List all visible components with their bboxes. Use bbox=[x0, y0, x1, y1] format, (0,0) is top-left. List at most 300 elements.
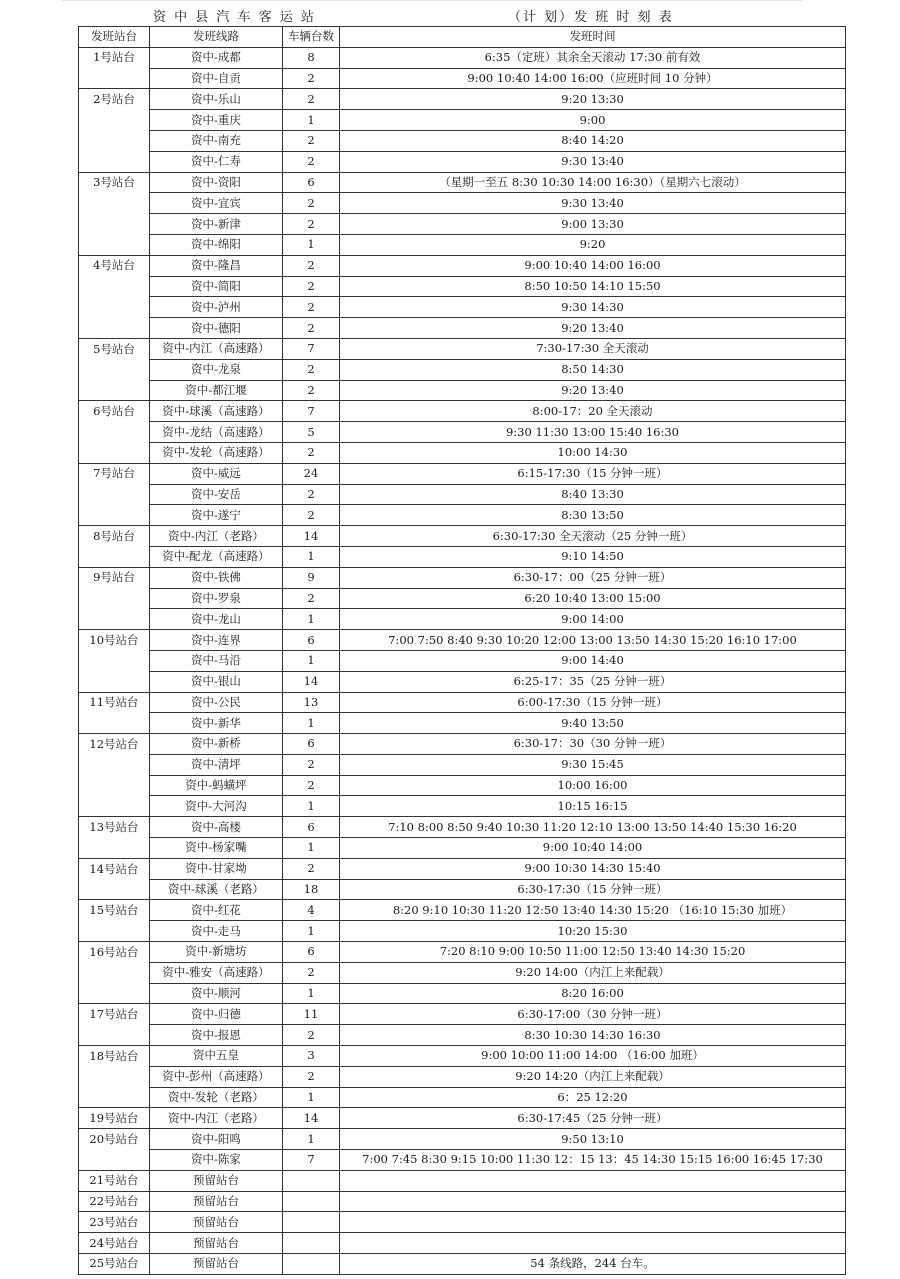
route-cell: 资中-重庆 bbox=[150, 110, 283, 131]
departure-time-cell: 9:20 13:30 bbox=[340, 89, 846, 110]
table-row bbox=[79, 318, 846, 339]
vehicle-count-cell: 2 bbox=[283, 130, 340, 151]
route-cell: 资中-南充 bbox=[150, 130, 283, 151]
table-row bbox=[79, 297, 846, 318]
table-row bbox=[79, 172, 846, 193]
vehicle-count-cell: 6 bbox=[283, 942, 340, 963]
table-header-row bbox=[79, 27, 846, 48]
departure-time-cell: 6:30-17：30（30 分钟一班） bbox=[340, 734, 846, 755]
station-cell bbox=[79, 650, 150, 671]
vehicle-count-cell: 7 bbox=[283, 338, 340, 359]
station-cell: 22号站台 bbox=[79, 1191, 150, 1212]
column-header-vehicle-count: 车辆台数 bbox=[283, 27, 340, 48]
station-cell: 17号站台 bbox=[79, 1004, 150, 1025]
station-cell bbox=[79, 546, 150, 567]
station-cell: 10号站台 bbox=[79, 630, 150, 651]
table-row bbox=[79, 838, 846, 859]
station-cell bbox=[79, 234, 150, 255]
table-row bbox=[79, 734, 846, 755]
station-cell bbox=[79, 276, 150, 297]
station-cell: 16号站台 bbox=[79, 942, 150, 963]
departure-time-cell: 6:30-17:00（30 分钟一班） bbox=[340, 1004, 846, 1025]
table-row bbox=[79, 1191, 846, 1212]
vehicle-count-cell: 2 bbox=[283, 214, 340, 235]
departure-time-cell: 9:30 15:45 bbox=[340, 754, 846, 775]
route-cell: 资中-高楼 bbox=[150, 817, 283, 838]
station-cell bbox=[79, 713, 150, 734]
table-row bbox=[79, 422, 846, 443]
table-body bbox=[79, 47, 846, 1274]
departure-time-cell: 8:20 9:10 10:30 11:20 12:50 13:40 14:30 15:20 （16:10 15:30 加班） bbox=[340, 900, 846, 921]
table-row bbox=[79, 68, 846, 89]
departure-time-cell bbox=[340, 1233, 846, 1254]
route-cell: 资中-内江（高速路） bbox=[150, 338, 283, 359]
vehicle-count-cell: 9 bbox=[283, 567, 340, 588]
route-cell: 资中-甘家坳 bbox=[150, 858, 283, 879]
departure-time-cell: 9:20 14:20（内江上来配载） bbox=[340, 1066, 846, 1087]
route-cell: 资中-大河沟 bbox=[150, 796, 283, 817]
vehicle-count-cell: 1 bbox=[283, 110, 340, 131]
departure-time-cell: 7:20 8:10 9:00 10:50 11:00 12:50 13:40 14:30 15:20 bbox=[340, 942, 846, 963]
vehicle-count-cell: 2 bbox=[283, 359, 340, 380]
table-row bbox=[79, 505, 846, 526]
vehicle-count-cell bbox=[283, 1170, 340, 1191]
route-cell: 资中-走马 bbox=[150, 921, 283, 942]
station-cell bbox=[79, 484, 150, 505]
departure-time-cell: 6:30-17：00（25 分钟一班） bbox=[340, 567, 846, 588]
route-cell: 资中-连界 bbox=[150, 630, 283, 651]
table-row bbox=[79, 775, 846, 796]
table-row bbox=[79, 1046, 846, 1067]
station-cell bbox=[79, 921, 150, 942]
route-cell: 资中-龙泉 bbox=[150, 359, 283, 380]
vehicle-count-cell: 14 bbox=[283, 1108, 340, 1129]
departure-time-cell: 9:00 13:30 bbox=[340, 214, 846, 235]
station-cell bbox=[79, 671, 150, 692]
route-cell: 资中-宜宾 bbox=[150, 193, 283, 214]
table-row bbox=[79, 713, 846, 734]
table-row bbox=[79, 1254, 846, 1275]
departure-time-cell: 7:00 7:45 8:30 9:15 10:00 11:30 12：15 13：45 14:30 15:15 16:00 16:45 17:30 bbox=[340, 1150, 846, 1171]
vehicle-count-cell: 18 bbox=[283, 879, 340, 900]
station-cell: 7号站台 bbox=[79, 463, 150, 484]
table-row bbox=[79, 89, 846, 110]
table-row bbox=[79, 1233, 846, 1254]
vehicle-count-cell: 2 bbox=[283, 68, 340, 89]
route-cell: 资中-自贡 bbox=[150, 68, 283, 89]
table-row bbox=[79, 401, 846, 422]
departure-time-cell bbox=[340, 1212, 846, 1233]
table-row bbox=[79, 1170, 846, 1191]
station-cell bbox=[79, 442, 150, 463]
table-row bbox=[79, 796, 846, 817]
route-cell: 资中-阳鸣 bbox=[150, 1129, 283, 1150]
table-row bbox=[79, 546, 846, 567]
table-row bbox=[79, 671, 846, 692]
departure-time-cell: 8:50 10:50 14:10 15:50 bbox=[340, 276, 846, 297]
route-cell: 资中-银山 bbox=[150, 671, 283, 692]
table-row bbox=[79, 1129, 846, 1150]
table-row bbox=[79, 962, 846, 983]
vehicle-count-cell: 2 bbox=[283, 962, 340, 983]
route-cell: 资中-资阳 bbox=[150, 172, 283, 193]
station-cell: 19号站台 bbox=[79, 1108, 150, 1129]
vehicle-count-cell: 2 bbox=[283, 380, 340, 401]
route-cell: 资中-泸州 bbox=[150, 297, 283, 318]
route-cell: 资中-威远 bbox=[150, 463, 283, 484]
route-cell: 资中-内江（老路） bbox=[150, 1108, 283, 1129]
station-cell: 23号站台 bbox=[79, 1212, 150, 1233]
table-row bbox=[79, 879, 846, 900]
departure-time-cell: 9:20 bbox=[340, 234, 846, 255]
table-row bbox=[79, 567, 846, 588]
station-cell bbox=[79, 1025, 150, 1046]
route-cell: 资中-报恩 bbox=[150, 1025, 283, 1046]
route-cell: 资中-隆昌 bbox=[150, 255, 283, 276]
route-cell: 资中-龙结（高速路） bbox=[150, 422, 283, 443]
table-row bbox=[79, 650, 846, 671]
station-cell bbox=[79, 151, 150, 172]
station-cell bbox=[79, 422, 150, 443]
vehicle-count-cell bbox=[283, 1191, 340, 1212]
station-cell: 6号站台 bbox=[79, 401, 150, 422]
departure-time-cell: 8:40 14:20 bbox=[340, 130, 846, 151]
departure-time-cell: 9:30 14:30 bbox=[340, 297, 846, 318]
departure-time-cell: 6:15-17:30（15 分钟一班） bbox=[340, 463, 846, 484]
table-row bbox=[79, 214, 846, 235]
departure-time-cell: 7:10 8:00 8:50 9:40 10:30 11:20 12:10 13:00 13:50 14:40 15:30 16:20 bbox=[340, 817, 846, 838]
route-cell: 资中-发轮（高速路） bbox=[150, 442, 283, 463]
vehicle-count-cell: 1 bbox=[283, 609, 340, 630]
departure-time-cell: 10:20 15:30 bbox=[340, 921, 846, 942]
vehicle-count-cell: 2 bbox=[283, 297, 340, 318]
column-header-departure-time: 发班时间 bbox=[340, 27, 846, 48]
vehicle-count-cell: 5 bbox=[283, 422, 340, 443]
vehicle-count-cell: 2 bbox=[283, 775, 340, 796]
departure-time-cell: 9:50 13:10 bbox=[340, 1129, 846, 1150]
table-row bbox=[79, 380, 846, 401]
departure-time-cell: 6:20 10:40 13:00 15:00 bbox=[340, 588, 846, 609]
route-cell: 资中-新塘坊 bbox=[150, 942, 283, 963]
route-cell: 资中-绵阳 bbox=[150, 234, 283, 255]
departure-time-cell: 9:00 10:00 11:00 14:00 （16:00 加班） bbox=[340, 1046, 846, 1067]
departure-time-cell: 8:00-17：20 全天滚动 bbox=[340, 401, 846, 422]
table-row bbox=[79, 151, 846, 172]
table-row bbox=[79, 630, 846, 651]
table-row bbox=[79, 463, 846, 484]
vehicle-count-cell: 2 bbox=[283, 754, 340, 775]
station-cell: 9号站台 bbox=[79, 567, 150, 588]
station-cell bbox=[79, 359, 150, 380]
vehicle-count-cell: 1 bbox=[283, 234, 340, 255]
table-row bbox=[79, 442, 846, 463]
vehicle-count-cell bbox=[283, 1233, 340, 1254]
table-row bbox=[79, 276, 846, 297]
departure-time-cell: 6:00-17:30（15 分钟一班） bbox=[340, 692, 846, 713]
route-cell: 资中-归德 bbox=[150, 1004, 283, 1025]
departure-time-cell: 9:20 13:40 bbox=[340, 318, 846, 339]
route-cell: 预留站台 bbox=[150, 1191, 283, 1212]
route-cell: 资中五皇 bbox=[150, 1046, 283, 1067]
table-row bbox=[79, 234, 846, 255]
station-cell bbox=[79, 130, 150, 151]
column-header-route: 发班线路 bbox=[150, 27, 283, 48]
vehicle-count-cell: 3 bbox=[283, 1046, 340, 1067]
route-cell: 预留站台 bbox=[150, 1254, 283, 1275]
table-row bbox=[79, 983, 846, 1004]
departure-time-cell: 9:30 13:40 bbox=[340, 151, 846, 172]
vehicle-count-cell: 2 bbox=[283, 193, 340, 214]
table-row bbox=[79, 1004, 846, 1025]
station-cell bbox=[79, 838, 150, 859]
vehicle-count-cell: 1 bbox=[283, 838, 340, 859]
table-row bbox=[79, 858, 846, 879]
departure-time-cell bbox=[340, 1170, 846, 1191]
table-row bbox=[79, 526, 846, 547]
departure-time-cell: 8:40 13:30 bbox=[340, 484, 846, 505]
departure-time-cell: 9:00 10:30 14:30 15:40 bbox=[340, 858, 846, 879]
station-cell bbox=[79, 505, 150, 526]
departure-time-cell: 10:00 14:30 bbox=[340, 442, 846, 463]
station-cell bbox=[79, 1066, 150, 1087]
table-row bbox=[79, 484, 846, 505]
route-cell: 资中-彭州（高速路） bbox=[150, 1066, 283, 1087]
table-row bbox=[79, 130, 846, 151]
station-cell bbox=[79, 962, 150, 983]
station-cell bbox=[79, 983, 150, 1004]
station-cell: 3号站台 bbox=[79, 172, 150, 193]
vehicle-count-cell: 2 bbox=[283, 858, 340, 879]
departure-time-cell: 9:20 14:00（内江上来配载） bbox=[340, 962, 846, 983]
station-cell bbox=[79, 68, 150, 89]
table-row bbox=[79, 110, 846, 131]
departure-time-cell: 8:30 10:30 14:30 16:30 bbox=[340, 1025, 846, 1046]
station-cell: 8号站台 bbox=[79, 526, 150, 547]
departure-time-cell: 9:20 13:40 bbox=[340, 380, 846, 401]
table-row bbox=[79, 588, 846, 609]
station-cell: 1号站台 bbox=[79, 47, 150, 68]
departure-time-cell: 9:10 14:50 bbox=[340, 546, 846, 567]
vehicle-count-cell: 1 bbox=[283, 796, 340, 817]
station-cell bbox=[79, 1150, 150, 1171]
vehicle-count-cell: 2 bbox=[283, 1066, 340, 1087]
station-cell bbox=[79, 214, 150, 235]
station-cell bbox=[79, 193, 150, 214]
table-row bbox=[79, 900, 846, 921]
station-cell bbox=[79, 879, 150, 900]
vehicle-count-cell: 2 bbox=[283, 505, 340, 526]
departure-time-cell: 9:00 bbox=[340, 110, 846, 131]
route-cell: 资中-成都 bbox=[150, 47, 283, 68]
station-cell bbox=[79, 1087, 150, 1108]
departure-time-cell: 6:30-17:30 全天滚动（25 分钟一班） bbox=[340, 526, 846, 547]
table-row bbox=[79, 1025, 846, 1046]
vehicle-count-cell: 6 bbox=[283, 172, 340, 193]
table-row bbox=[79, 609, 846, 630]
vehicle-count-cell: 6 bbox=[283, 734, 340, 755]
station-cell bbox=[79, 588, 150, 609]
route-cell: 资中-乐山 bbox=[150, 89, 283, 110]
route-cell: 资中-球溪（老路） bbox=[150, 879, 283, 900]
station-cell: 25号站台 bbox=[79, 1254, 150, 1275]
table-row bbox=[79, 1087, 846, 1108]
route-cell: 资中-顺河 bbox=[150, 983, 283, 1004]
table-row bbox=[79, 692, 846, 713]
route-cell: 资中-遂宁 bbox=[150, 505, 283, 526]
station-cell bbox=[79, 775, 150, 796]
station-cell: 5号站台 bbox=[79, 338, 150, 359]
departure-time-cell: 6:30-17:45（25 分钟一班） bbox=[340, 1108, 846, 1129]
departure-time-cell: 7:00 7:50 8:40 9:30 10:20 12:00 13:00 13:50 14:30 15:20 16:10 17:00 bbox=[340, 630, 846, 651]
table-row bbox=[79, 255, 846, 276]
route-cell: 资中-清坪 bbox=[150, 754, 283, 775]
departure-time-cell: 8:20 16:00 bbox=[340, 983, 846, 1004]
station-cell: 11号站台 bbox=[79, 692, 150, 713]
route-cell: 资中-雅安（高速路） bbox=[150, 962, 283, 983]
station-cell: 20号站台 bbox=[79, 1129, 150, 1150]
vehicle-count-cell: 2 bbox=[283, 151, 340, 172]
departure-time-cell: 9:00 10:40 14:00 16:00（应班时间 10 分钟） bbox=[340, 68, 846, 89]
table-row bbox=[79, 47, 846, 68]
vehicle-count-cell: 2 bbox=[283, 588, 340, 609]
table-row bbox=[79, 1212, 846, 1233]
route-cell: 资中-陈家 bbox=[150, 1150, 283, 1171]
route-cell: 资中-仁寿 bbox=[150, 151, 283, 172]
vehicle-count-cell: 24 bbox=[283, 463, 340, 484]
departure-time-cell: 8:30 13:50 bbox=[340, 505, 846, 526]
vehicle-count-cell: 7 bbox=[283, 401, 340, 422]
vehicle-count-cell: 2 bbox=[283, 255, 340, 276]
vehicle-count-cell: 1 bbox=[283, 983, 340, 1004]
route-cell: 资中-新桥 bbox=[150, 734, 283, 755]
vehicle-count-cell: 1 bbox=[283, 713, 340, 734]
route-cell: 资中-蚂蟥坪 bbox=[150, 775, 283, 796]
route-cell: 资中-安岳 bbox=[150, 484, 283, 505]
table-row bbox=[79, 359, 846, 380]
route-cell: 资中-简阳 bbox=[150, 276, 283, 297]
route-cell: 资中-都江堰 bbox=[150, 380, 283, 401]
departure-time-cell: 9:00 14:00 bbox=[340, 609, 846, 630]
vehicle-count-cell: 14 bbox=[283, 671, 340, 692]
station-cell bbox=[79, 796, 150, 817]
vehicle-count-cell: 7 bbox=[283, 1150, 340, 1171]
station-cell: 2号站台 bbox=[79, 89, 150, 110]
departure-time-cell: 6:30-17:30（15 分钟一班） bbox=[340, 879, 846, 900]
departure-time-cell: 6:25-17：35（25 分钟一班） bbox=[340, 671, 846, 692]
vehicle-count-cell: 6 bbox=[283, 817, 340, 838]
vehicle-count-cell: 6 bbox=[283, 630, 340, 651]
vehicle-count-cell: 2 bbox=[283, 442, 340, 463]
vehicle-count-cell: 1 bbox=[283, 650, 340, 671]
route-cell: 资中-内江（老路） bbox=[150, 526, 283, 547]
page-header bbox=[0, 0, 900, 26]
station-cell: 18号站台 bbox=[79, 1046, 150, 1067]
route-cell: 预留站台 bbox=[150, 1233, 283, 1254]
station-cell bbox=[79, 754, 150, 775]
vehicle-count-cell bbox=[283, 1212, 340, 1233]
route-cell: 资中-新津 bbox=[150, 214, 283, 235]
station-cell: 15号站台 bbox=[79, 900, 150, 921]
table-row bbox=[79, 921, 846, 942]
departure-time-cell: 9:30 13:40 bbox=[340, 193, 846, 214]
vehicle-count-cell: 1 bbox=[283, 1129, 340, 1150]
vehicle-count-cell: 13 bbox=[283, 692, 340, 713]
vehicle-count-cell: 2 bbox=[283, 89, 340, 110]
route-cell: 资中-球溪（高速路） bbox=[150, 401, 283, 422]
vehicle-count-cell bbox=[283, 1254, 340, 1275]
vehicle-count-cell: 2 bbox=[283, 276, 340, 297]
route-cell: 资中-发轮（老路） bbox=[150, 1087, 283, 1108]
schedule-title: （计 划）发 班 时 刻 表 bbox=[508, 10, 674, 25]
station-cell: 13号站台 bbox=[79, 817, 150, 838]
departure-time-cell bbox=[340, 1191, 846, 1212]
departure-time-cell: 6：25 12:20 bbox=[340, 1087, 846, 1108]
vehicle-count-cell: 1 bbox=[283, 546, 340, 567]
route-cell: 资中-德阳 bbox=[150, 318, 283, 339]
departure-time-cell: 8:50 14:30 bbox=[340, 359, 846, 380]
route-cell: 资中-公民 bbox=[150, 692, 283, 713]
station-cell: 12号站台 bbox=[79, 734, 150, 755]
departure-time-cell: 9:00 10:40 14:00 bbox=[340, 838, 846, 859]
route-cell: 预留站台 bbox=[150, 1212, 283, 1233]
vehicle-count-cell: 1 bbox=[283, 1087, 340, 1108]
table-row bbox=[79, 942, 846, 963]
schedule-table bbox=[78, 26, 846, 1275]
table-row bbox=[79, 1150, 846, 1171]
departure-time-cell: 10:15 16:15 bbox=[340, 796, 846, 817]
station-cell bbox=[79, 609, 150, 630]
vehicle-count-cell: 11 bbox=[283, 1004, 340, 1025]
station-cell: 21号站台 bbox=[79, 1170, 150, 1191]
station-cell bbox=[79, 380, 150, 401]
table-row bbox=[79, 338, 846, 359]
route-cell: 资中-罗泉 bbox=[150, 588, 283, 609]
column-header-station: 发班站台 bbox=[79, 27, 150, 48]
departure-time-cell: 9:30 11:30 13:00 15:40 16:30 bbox=[340, 422, 846, 443]
station-title: 资 中 县 汽 车 客 运 站 bbox=[153, 10, 316, 25]
table-row bbox=[79, 817, 846, 838]
departure-time-cell: 6:35（定班）其余全天滚动 17:30 前有效 bbox=[340, 47, 846, 68]
departure-time-cell: 9:40 13:50 bbox=[340, 713, 846, 734]
departure-time-cell: （星期一至五 8:30 10:30 14:00 16:30）（星期六七滚动） bbox=[340, 172, 846, 193]
station-cell bbox=[79, 297, 150, 318]
route-cell: 资中-铁佛 bbox=[150, 567, 283, 588]
departure-time-cell: 54 条线路，244 台车。 bbox=[340, 1254, 846, 1275]
route-cell: 资中-杨家嘴 bbox=[150, 838, 283, 859]
route-cell: 预留站台 bbox=[150, 1170, 283, 1191]
route-cell: 资中-龙山 bbox=[150, 609, 283, 630]
route-cell: 资中-马沿 bbox=[150, 650, 283, 671]
departure-time-cell: 9:00 10:40 14:00 16:00 bbox=[340, 255, 846, 276]
table-row bbox=[79, 1066, 846, 1087]
route-cell: 资中-配龙（高速路） bbox=[150, 546, 283, 567]
station-cell: 14号站台 bbox=[79, 858, 150, 879]
vehicle-count-cell: 2 bbox=[283, 318, 340, 339]
route-cell: 资中-新华 bbox=[150, 713, 283, 734]
station-cell: 4号站台 bbox=[79, 255, 150, 276]
departure-time-cell: 9:00 14:40 bbox=[340, 650, 846, 671]
station-cell bbox=[79, 318, 150, 339]
table-row bbox=[79, 193, 846, 214]
departure-time-cell: 10:00 16:00 bbox=[340, 775, 846, 796]
vehicle-count-cell: 8 bbox=[283, 47, 340, 68]
vehicle-count-cell: 2 bbox=[283, 1025, 340, 1046]
vehicle-count-cell: 14 bbox=[283, 526, 340, 547]
vehicle-count-cell: 2 bbox=[283, 484, 340, 505]
table-row bbox=[79, 754, 846, 775]
departure-time-cell: 7:30-17:30 全天滚动 bbox=[340, 338, 846, 359]
vehicle-count-cell: 4 bbox=[283, 900, 340, 921]
